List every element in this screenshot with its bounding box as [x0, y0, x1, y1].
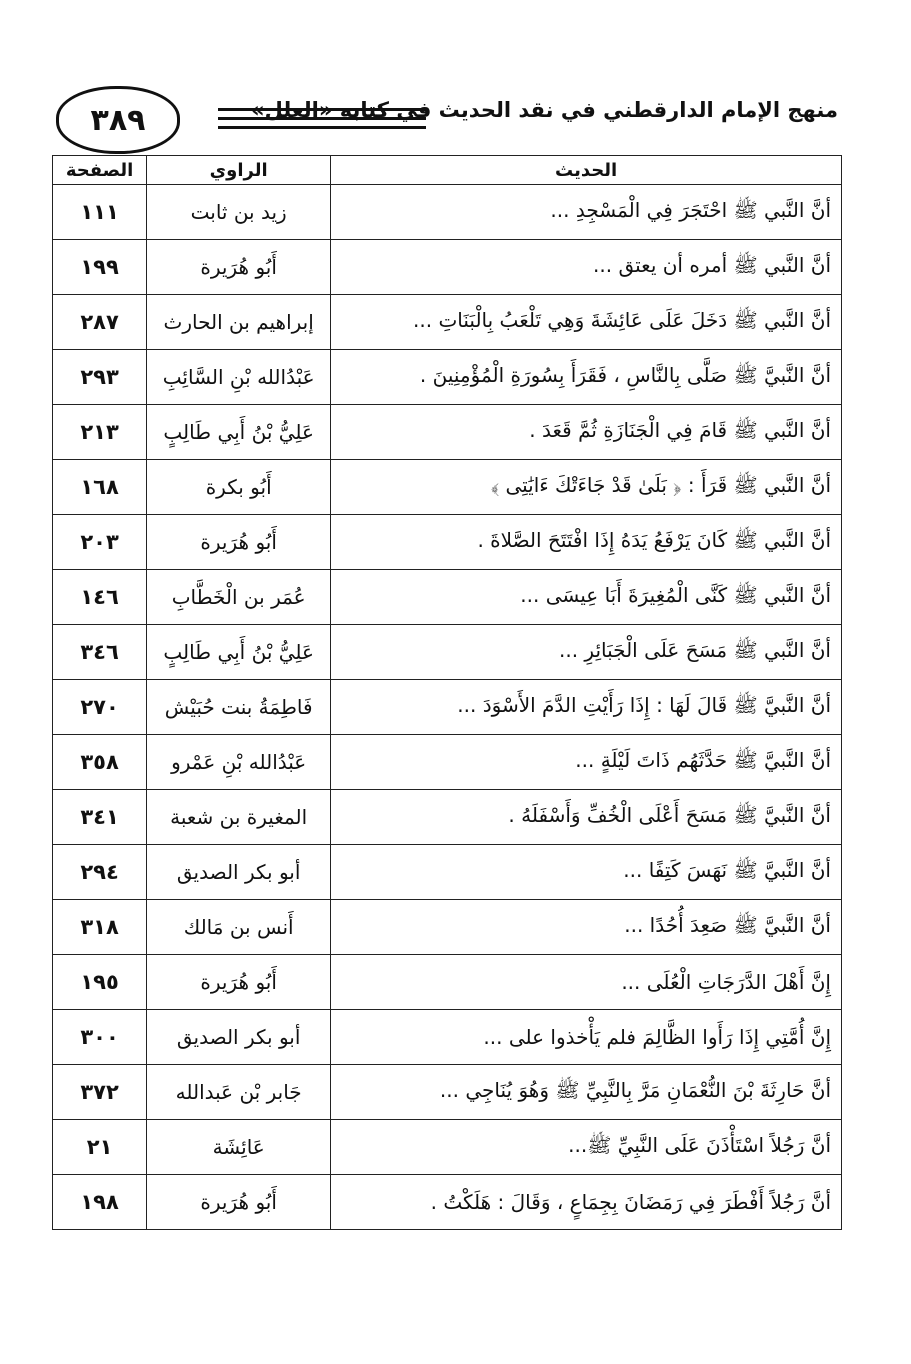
table-row: [53, 790, 842, 845]
narrator-name: عَبْدُالله بْنِ عَمْرو: [147, 735, 331, 790]
hadith-text: أنَّ النَّبي ﷺ كَنَّى الْمُغِيرَةَ أَبَا عِيسَى ...: [331, 570, 842, 625]
table-row: [53, 735, 842, 790]
page-reference: ٣٥٨: [53, 735, 147, 790]
table-row: [53, 570, 842, 625]
table-row: [53, 1120, 842, 1175]
page-reference: ٣٧٢: [53, 1065, 147, 1120]
table-row: [53, 460, 842, 515]
page-reference: ٢٧٠: [53, 680, 147, 735]
page-reference: ٢٩٤: [53, 845, 147, 900]
table-row: [53, 515, 842, 570]
table-body: [53, 185, 842, 1230]
column-header-hadith: الحديث: [331, 156, 842, 185]
hadith-text: أنَّ النَّبيَّ ﷺ مَسَحَ أَعْلَى الْخُفِّ وَأَسْفَلَهُ .: [331, 790, 842, 845]
table-row: [53, 625, 842, 680]
hadith-text: أنَّ النَّبي ﷺ قَرَأَ : ﴿ بَلَىٰ قَدْ جَاءَتْكَ ءَايَٰتِى ﴾: [331, 460, 842, 515]
narrator-name: المغيرة بن شعبة: [147, 790, 331, 845]
narrator-name: أَبُو هُرَيرة: [147, 1175, 331, 1230]
table-row: [53, 680, 842, 735]
table-row: [53, 1010, 842, 1065]
hadith-index-table: [52, 155, 842, 1230]
page-reference: ٢٠٣: [53, 515, 147, 570]
page-reference: ٣٤٦: [53, 625, 147, 680]
page-reference: ١١١: [53, 185, 147, 240]
page-reference: ١٩٨: [53, 1175, 147, 1230]
page-header: [46, 86, 846, 156]
page-number: ٣٨٩: [56, 86, 180, 154]
hadith-text: أنَّ النَّبيَّ ﷺ نَهَسَ كَتِفًا ...: [331, 845, 842, 900]
page-reference: ٢٨٧: [53, 295, 147, 350]
hadith-text: أنَّ النَّبي ﷺ احْتَجَرَ فِي الْمَسْجِدِ ...: [331, 185, 842, 240]
hadith-text: أنَّ النَّبي ﷺ دَخَلَ عَلَى عَائِشَةَ وَهِي تَلْعَبُ بِالْبَنَاتِ ...: [331, 295, 842, 350]
hadith-text: أنَّ رَجُلاً اسْتَأْذَنَ عَلَى النَّبِيِّ ﷺ...: [331, 1120, 842, 1175]
narrator-name: زيد بن ثابت: [147, 185, 331, 240]
narrator-name: أَبُو هُرَيرة: [147, 515, 331, 570]
page-reference: ٢٩٣: [53, 350, 147, 405]
page-reference: ٢١: [53, 1120, 147, 1175]
narrator-name: عَلِيُّ بْنُ أَبِي طَالِبٍ: [147, 625, 331, 680]
narrator-name: فَاطِمَةُ بنت حُبَيْش: [147, 680, 331, 735]
narrator-name: أَبُو هُرَيرة: [147, 955, 331, 1010]
narrator-name: جَابر بْن عَبدالله: [147, 1065, 331, 1120]
book-title: منهج الإمام الدارقطني في نقد الحديث في كتابه «العلل»: [251, 98, 838, 122]
column-header-page: الصفحة: [53, 156, 147, 185]
page-reference: ١٤٦: [53, 570, 147, 625]
hadith-text: أنَّ النَّبيَّ ﷺ قَالَ لَهَا : إِذَا رَأَيْتِ الدَّمَ الأَسْوَدَ ...: [331, 680, 842, 735]
page-reference: ١٦٨: [53, 460, 147, 515]
hadith-text: أنَّ النَّبيَّ ﷺ صَعِدَ أُحُدًا ...: [331, 900, 842, 955]
page-reference: ١٩٩: [53, 240, 147, 295]
hadith-text: أنَّ النَّبيَّ ﷺ صَلَّى بِالنَّاسِ ، فَقَرَأَ بِسُورَةِ الْمُؤْمِنِينَ .: [331, 350, 842, 405]
table-row: [53, 240, 842, 295]
hadith-text: أنَّ رَجُلاً أَفْطَرَ فِي رَمَضَانَ بِجِمَاعٍ ، وَقَالَ : هَلَكْتُ .: [331, 1175, 842, 1230]
page-reference: ٢١٣: [53, 405, 147, 460]
narrator-name: أَبُو بكرة: [147, 460, 331, 515]
table-header-row: [53, 156, 842, 185]
narrator-name: عُمَر بن الْخَطَّابِ: [147, 570, 331, 625]
hadith-text: إِنَّ أَهْلَ الدَّرَجَاتِ الْعُلَى ...: [331, 955, 842, 1010]
table-row: [53, 350, 842, 405]
narrator-name: أَبُو هُرَيرة: [147, 240, 331, 295]
narrator-name: أبو بكر الصديق: [147, 845, 331, 900]
hadith-text: أنَّ النَّبي ﷺ كَانَ يَرْفَعُ يَدَهُ إِذَا افْتَتَحَ الصَّلاةَ .: [331, 515, 842, 570]
narrator-name: أبو بكر الصديق: [147, 1010, 331, 1065]
hadith-text: أنَّ النَّبي ﷺ أمره أن يعتق ...: [331, 240, 842, 295]
table-row: [53, 955, 842, 1010]
page-reference: ٣١٨: [53, 900, 147, 955]
header-rule: [218, 126, 426, 129]
narrator-name: عَلِيُّ بْنُ أَبِي طَالِبٍ: [147, 405, 331, 460]
page-reference: ١٩٥: [53, 955, 147, 1010]
table-row: [53, 295, 842, 350]
table-row: [53, 1065, 842, 1120]
narrator-name: إبراهيم بن الحارث: [147, 295, 331, 350]
table-row: [53, 900, 842, 955]
hadith-text: أنَّ النَّبي ﷺ قَامَ فِي الْجَنَازَةِ ثُمَّ قَعَدَ .: [331, 405, 842, 460]
narrator-name: عَائِشَة: [147, 1120, 331, 1175]
table-row: [53, 185, 842, 240]
table-row: [53, 1175, 842, 1230]
page-reference: ٣٠٠: [53, 1010, 147, 1065]
hadith-text: إِنَّ أُمَّتِي إِذَا رَأَوا الظَّالِمَ فلم يَأْخذوا على ...: [331, 1010, 842, 1065]
hadith-text: أنَّ حَارِثَةَ بْنَ النُّعْمَانِ مَرَّ بِالنَّبِيِّ ﷺ وَهُوَ يُنَاجِي ...: [331, 1065, 842, 1120]
table-row: [53, 845, 842, 900]
narrator-name: عَبْدُالله بْنِ السَّائِبِ: [147, 350, 331, 405]
column-header-rawi: الراوي: [147, 156, 331, 185]
table-row: [53, 405, 842, 460]
narrator-name: أَنس بن مَالك: [147, 900, 331, 955]
page-reference: ٣٤١: [53, 790, 147, 845]
hadith-text: أنَّ النَّبي ﷺ مَسَحَ عَلَى الْجَبَائِرِ ...: [331, 625, 842, 680]
hadith-text: أنَّ النَّبيَّ ﷺ حَدَّثَهُم ذَاتَ لَيْلَةٍ ...: [331, 735, 842, 790]
